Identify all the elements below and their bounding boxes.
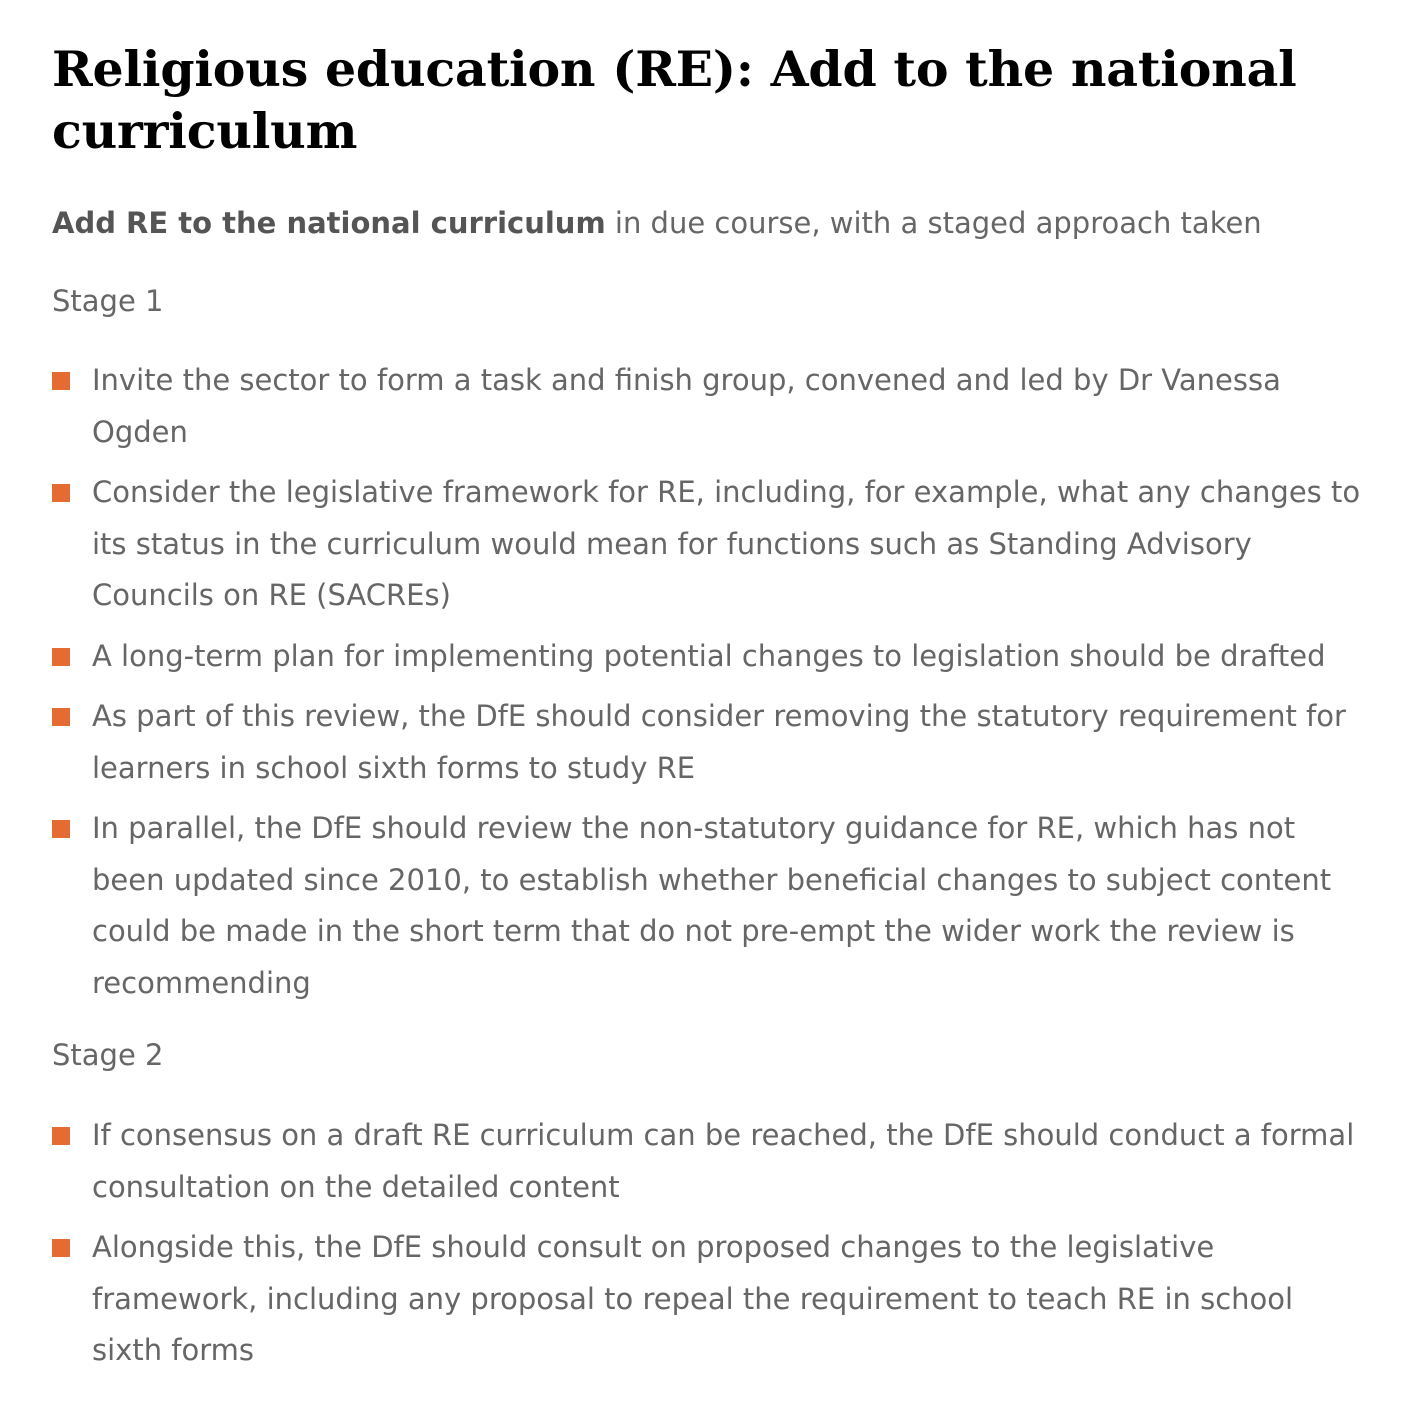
list-item (52, 467, 1372, 622)
list-item (52, 691, 1372, 794)
stage-2-list (52, 1110, 1372, 1386)
list-item-text: In parallel, the DfE should review the non-statutory guidance for RE, which has not been updated since 2010, to establish whether beneficial changes to subject content could be made in the short term that do not pre-empt the wider work the review is recommending (92, 811, 1332, 1000)
bullet-square-icon (52, 648, 70, 666)
bullet-square-icon (52, 484, 70, 502)
list-item-text: As part of this review, the DfE should consider removing the statutory requirement for learners in school sixth forms to study RE (92, 699, 1346, 785)
page-title: Religious education (RE): Add to the national curriculum (52, 40, 1297, 160)
bullet-square-icon (52, 820, 70, 838)
list-item (52, 1222, 1372, 1377)
list-item-text: A long-term plan for implementing potential changes to legislation should be drafted (92, 638, 1326, 673)
list-item-text: Alongside this, the DfE should consult on proposed changes to the legislative framework, including any proposal to repeal the requirement to teach RE in school sixth forms (92, 1230, 1294, 1367)
list-item-text: Invite the sector to form a task and finish group, convened and led by Dr Vanessa Ogden (92, 363, 1281, 449)
list-item (52, 803, 1372, 1009)
intro-bold: Add RE to the national curriculum (52, 206, 606, 240)
list-item (52, 1110, 1372, 1213)
document (52, 38, 1372, 1367)
bullet-square-icon (52, 1239, 70, 1257)
list-item (52, 631, 1372, 683)
stage-2-heading: Stage 2 (52, 1038, 164, 1072)
stage-1-heading: Stage 1 (52, 284, 164, 318)
bullet-square-icon (52, 708, 70, 726)
list-item-text: Consider the legislative framework for RE, including, for example, what any changes to its status in the curriculum would mean for functions such as Standing Advisory Councils on RE (SACREs) (92, 475, 1361, 612)
intro-rest: in due course, with a staged approach taken (605, 206, 1262, 240)
intro-paragraph (52, 203, 1262, 243)
bullet-square-icon (52, 372, 70, 390)
bullet-square-icon (52, 1127, 70, 1145)
list-item (52, 355, 1372, 458)
list-item-text: If consensus on a draft RE curriculum can be reached, the DfE should conduct a formal consultation on the detailed content (92, 1118, 1355, 1204)
stage-1-list (52, 355, 1372, 1018)
